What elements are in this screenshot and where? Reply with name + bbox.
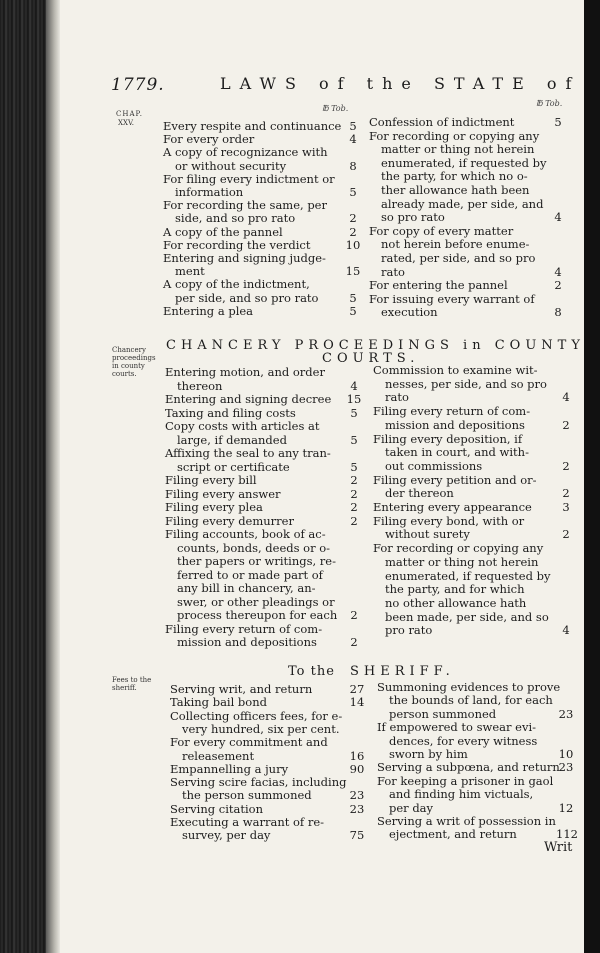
fee-amount: 5 — [350, 459, 358, 474]
fee-entry-line: Serving writ, and return — [170, 682, 313, 696]
fee-amount: 5 — [349, 290, 357, 305]
fee-amount: 8 — [554, 305, 562, 320]
fee-amount: 90 — [349, 761, 365, 776]
fee-entry-line: out commissions — [385, 458, 483, 473]
fee-entry-line: Every respite and continuance — [163, 119, 342, 133]
fee-amount: 4 — [554, 210, 562, 225]
fee-entry-line: Filing every petition and or- — [373, 472, 537, 487]
fee-entry-line: A copy of the indictment, — [163, 277, 310, 292]
fee-entry-line: Filing every bill — [165, 473, 257, 487]
fee-amount: 2 — [350, 635, 358, 649]
page-gutter-shadow — [46, 0, 60, 953]
fee-entry-line: already made, per side, and — [381, 196, 544, 211]
fee-entry-line: survey, per day — [182, 828, 271, 843]
fee-entry-line: Serving a subpœna, and return — [377, 760, 560, 775]
fee-entry-line: nesses, per side, and so pro — [385, 376, 547, 391]
fee-amount: 12 — [558, 800, 574, 815]
fee-amount: 27 — [349, 682, 365, 696]
margin-note-chancery: Chancery proceedings in county courts. — [112, 346, 156, 378]
fee-entry-line: Executing a warrant of re- — [170, 815, 325, 829]
fee-entry-line: For recording the verdict — [163, 237, 311, 252]
fee-entry-line: per side, and so pro rato — [175, 290, 319, 305]
fee-entry-line: very hundred, six per cent. — [182, 721, 340, 736]
fee-entry-line: not herein before enume- — [381, 237, 530, 252]
fee-entry-line: A copy of the pannel — [163, 224, 283, 239]
fee-entry-line: any bill in chancery, an- — [177, 581, 316, 595]
fee-amount: 16 — [349, 748, 365, 763]
page-title: LAWS of the STATE of — [220, 74, 581, 93]
fee-entry-line: execution — [381, 305, 438, 320]
fee-entry-line: Filing every plea — [165, 500, 263, 514]
fee-amount: 23 — [558, 760, 574, 775]
fee-entry-line: the person summoned — [182, 788, 312, 803]
fee-amount: 3 — [562, 500, 570, 514]
fee-entry-line: For recording or copying any — [373, 541, 544, 556]
fee-amount: 2 — [562, 486, 570, 501]
fee-entry-line: the party, and for which — [385, 582, 525, 597]
tobacco-unit-left: ℔ Tob. — [322, 104, 349, 113]
fee-entry-line: without surety — [385, 527, 470, 542]
fee-entry-line: and finding him victuals, — [389, 787, 534, 802]
fee-amount: 112 — [556, 827, 578, 842]
fee-amount: 2 — [350, 608, 358, 622]
fee-entry-line: For every commitment and — [170, 735, 328, 750]
fee-amount: 15 — [345, 264, 361, 279]
margin-chap: CHAP. — [116, 110, 144, 118]
fee-entry-line: Taking bail bond — [170, 695, 267, 710]
fee-entry-line: swer, or other pleadings or — [177, 594, 335, 609]
chancery-heading: CHANCERY PROCEEDINGS in COUNTY — [166, 338, 585, 353]
fee-entry-line: For copy of every matter — [369, 223, 514, 238]
fee-entry-line: For issuing every warrant of — [369, 291, 535, 306]
fee-amount: 2 — [554, 278, 562, 293]
fee-entry-line: Filing every deposition, if — [373, 431, 523, 446]
chancery-heading-line2: COURTS. — [322, 351, 420, 366]
fee-entry-line: dences, for every witness — [389, 733, 538, 748]
fee-entry-line: For recording or copying any — [369, 128, 540, 143]
fee-entry-line: matter or thing not herein — [385, 554, 539, 569]
fee-entry-line: For keeping a prisoner in gaol — [377, 773, 554, 788]
fee-amount: 4 — [349, 132, 357, 147]
fee-entry-line: Entering a plea — [163, 303, 254, 318]
fee-entry-line: side, and so pro rato — [175, 211, 296, 226]
fee-entry-line: Filing every return of com- — [165, 621, 323, 636]
fee-entry-line: or without security — [175, 158, 287, 173]
fee-amount: 15 — [346, 392, 362, 406]
fee-entry-line: For every order — [163, 132, 255, 147]
fee-amount: 5 — [350, 432, 358, 447]
fee-entry-line: For entering the pannel — [369, 278, 508, 293]
fee-entry-line: A copy of recognizance with — [163, 145, 328, 160]
fee-amount: 75 — [349, 828, 365, 843]
fee-amount: 23 — [349, 801, 365, 816]
fee-amount: 2 — [350, 486, 358, 501]
fee-entry-line: Filing every return of com- — [373, 404, 531, 419]
fee-amount: 5 — [349, 185, 357, 199]
fee-entry-line: ther papers or writings, re- — [177, 554, 336, 568]
fee-entry-line: der thereon — [385, 486, 454, 501]
fee-entry-line: rated, per side, and so pro — [381, 251, 536, 265]
fee-entry-line: Entering and signing judge- — [163, 251, 326, 265]
fee-entry-line: Serving a writ of possession in — [377, 814, 556, 828]
fee-entry-line: Entering and signing decree — [165, 392, 332, 406]
fee-entry-line: process thereupon for each — [177, 608, 338, 622]
fee-entry-line: Serving citation — [170, 801, 264, 816]
fee-entry-line: Filing accounts, book of ac- — [165, 527, 326, 541]
fee-entry-line: Copy costs with articles at — [165, 419, 320, 433]
fee-entry-line: Serving scire facias, including — [170, 775, 347, 790]
fee-entry-line: mission and depositions — [177, 635, 317, 649]
fee-entry-line: Filing every bond, with or — [373, 513, 525, 528]
fee-amount: 10 — [345, 237, 361, 252]
fee-entry-line: rato — [385, 390, 409, 405]
fee-entry-line: enumerated, if requested by — [381, 155, 547, 170]
tobacco-unit-right: ℔ Tob. — [536, 99, 563, 108]
fee-entry-line: matter or thing not herein — [381, 142, 535, 157]
margin-note-sheriff: Fees to the sheriff. — [112, 676, 152, 692]
sheriff-heading: SHERIFF. — [350, 664, 455, 679]
fee-entry-line: sworn by him — [389, 747, 468, 761]
fee-amount: 5 — [349, 303, 357, 318]
fee-entry-line: counts, bonds, deeds or o- — [177, 540, 331, 555]
fee-amount: 2 — [349, 224, 357, 239]
fee-entry-line: ejectment, and return — [389, 827, 517, 842]
fee-amount: 4 — [350, 378, 358, 393]
fee-amount: 2 — [350, 500, 358, 514]
fee-entry-line: Collecting officers fees, for e- — [170, 708, 343, 723]
fee-entry-line: ther allowance hath been — [381, 183, 530, 197]
fee-amount: 10 — [558, 747, 574, 761]
fee-entry-line: mission and depositions — [385, 417, 525, 432]
fee-amount: 14 — [349, 695, 365, 710]
fee-entry-line: enumerated, if requested by — [385, 568, 551, 583]
fee-entry-line: per day — [389, 800, 434, 815]
fee-entry-line: Entering every appearance — [373, 500, 532, 514]
fee-entry-line: thereon — [177, 378, 223, 393]
fee-entry-line: the bounds of land, for each — [389, 693, 553, 708]
fee-amount: 4 — [554, 264, 562, 279]
fee-amount: 5 — [349, 119, 357, 133]
fee-amount: 8 — [349, 158, 357, 173]
fee-amount: 23 — [349, 788, 365, 803]
fee-entry-line: ment — [175, 264, 205, 279]
fee-entry-line: large, if demanded — [177, 432, 287, 447]
fee-entry-line: For recording the same, per — [163, 198, 327, 213]
fee-entry-line: Taxing and filing costs — [165, 405, 296, 420]
fee-entry-line: Filing every demurrer — [165, 513, 294, 528]
fee-entry-line: rato — [381, 264, 405, 279]
fee-amount: 2 — [562, 527, 570, 542]
catchword: Writ — [544, 840, 573, 855]
fee-amount: 2 — [349, 211, 357, 226]
fee-entry-line: person summoned — [389, 706, 497, 721]
fee-entry-line: Empannelling a jury — [170, 761, 289, 776]
fee-amount: 2 — [562, 458, 570, 473]
fee-entry-line: pro rato — [385, 623, 433, 638]
fee-entry-line: ferred to or made part of — [177, 567, 323, 582]
fee-amount: 5 — [350, 405, 358, 420]
fee-amount: 2 — [350, 473, 358, 487]
fee-amount: 4 — [562, 623, 570, 638]
fee-entry-line: the party, for which no o- — [381, 169, 528, 184]
page-year: 1779. — [111, 75, 165, 95]
fee-entry-line: Affixing the seal to any tran- — [165, 446, 331, 460]
fee-amount: 23 — [558, 706, 574, 721]
right-background — [584, 0, 600, 953]
fee-amount: 2 — [562, 417, 570, 432]
fee-entry-line: information — [175, 185, 244, 199]
fee-entry-line: so pro rato — [381, 210, 445, 225]
fee-entry-line: Commission to examine wit- — [373, 363, 538, 377]
fee-entry-line: Entering motion, and order — [165, 365, 325, 379]
margin-chap-number: XXV. — [118, 119, 135, 127]
fee-entry-line: no other allowance hath — [385, 595, 527, 610]
sheriff-heading-left: To the — [288, 664, 335, 679]
fee-amount: 2 — [350, 513, 358, 528]
fee-entry-line: Filing every answer — [165, 486, 281, 501]
fee-entry-line: been made, per side, and so — [385, 609, 549, 624]
fee-entry-line: Summoning evidences to prove — [377, 680, 561, 694]
fee-amount: 4 — [562, 390, 570, 405]
fee-entry-line: For filing every indictment or — [163, 171, 335, 186]
fee-entry-line: Confession of indictment — [369, 115, 515, 129]
fee-entry-line: script or certificate — [177, 459, 290, 474]
fee-entry-line: releasement — [182, 748, 255, 763]
fee-entry-line: taken in court, and with- — [385, 445, 529, 460]
fee-entry-line: If empowered to swear evi- — [377, 720, 537, 735]
fee-amount: 5 — [554, 115, 562, 129]
